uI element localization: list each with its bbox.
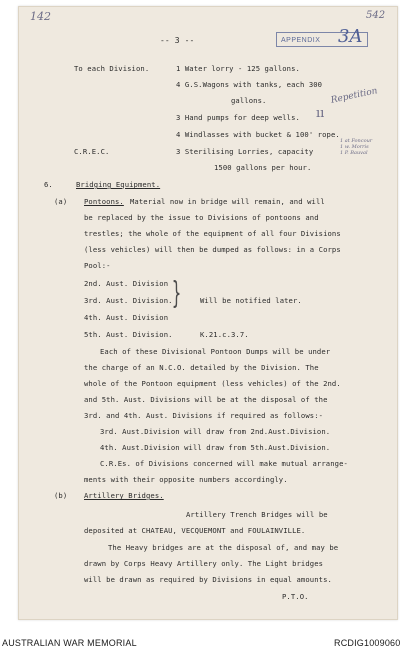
para-a-line: Pool:-	[84, 261, 111, 270]
handwritten-margin-note: 1 at Foncour 1 w. Morris 1 P. Bauval	[340, 138, 373, 156]
section-number: 6.	[44, 180, 53, 189]
handwritten-page-number-left: 142	[30, 10, 51, 23]
para-b-line: C.R.Es. of Divisions concerned will make mutual arrange-	[100, 459, 348, 468]
division-bracket: }	[172, 276, 182, 311]
para-c-line: deposited at CHATEAU, VECQUEMONT and FOULAINVILLE.	[84, 526, 306, 535]
supply-line-6: 3 Sterilising Lorries, capacity	[176, 147, 314, 156]
para-b-line: the charge of an N.C.O. detailed by the Division. The	[84, 363, 319, 372]
division-line: 4th. Aust. Division	[84, 313, 169, 322]
sub-a-text: Material now in bridge will remain, and will	[130, 197, 325, 206]
para-b-line: Each of these Divisional Pontoon Dumps will be under	[100, 347, 331, 356]
appendix-stamp-number: 3A	[338, 26, 363, 47]
pto-marker: P.T.O.	[282, 592, 309, 601]
handwritten-page-number-right: 542	[366, 10, 386, 21]
supply-line-6-label: C.R.E.C.	[74, 147, 110, 156]
para-c-line: The Heavy bridges are at the disposal of, and may be	[108, 543, 339, 552]
para-b-line: ments with their opposite numbers accordingly.	[84, 475, 288, 484]
para-a-line: trestles; the whole of the equipment of all four Divisions	[84, 229, 341, 238]
para-a-line: be replaced by the issue to Divisions of pontoons and	[84, 213, 319, 222]
para-a-line: (less vehicles) will then be dumped as follows: in a Corps	[84, 245, 341, 254]
division-note: Will be notified later.	[200, 296, 302, 305]
division-line: 3rd. Aust. Division.	[84, 296, 173, 305]
handwritten-side-note: Repetition	[330, 86, 379, 106]
supply-line-4: 3 Hand pumps for deep wells.	[176, 113, 300, 122]
supply-line-1: 1 Water lorry - 125 gallons.	[176, 64, 300, 73]
division-line: 2nd. Aust. Division	[84, 279, 169, 288]
sub-b-label: (b)	[54, 491, 68, 500]
para-c-line: Artillery Trench Bridges will be	[186, 510, 328, 519]
para-b-line: 3rd. and 4th. Aust. Divisions if required as follows:-	[84, 411, 324, 420]
footer-id: RCDIG1009060	[334, 638, 401, 648]
page-marker: -- 3 --	[160, 36, 195, 45]
sub-a-title: Pontoons.	[84, 197, 124, 206]
section-title: Bridging Equipment.	[76, 180, 161, 189]
footer-source: AUSTRALIAN WAR MEMORIAL	[2, 638, 137, 648]
sub-a-label: (a)	[54, 197, 68, 206]
para-c-line: will be drawn as required by Divisions in equal amounts.	[84, 575, 332, 584]
para-b-line: whole of the Pontoon equipment (less vehicles) of the 2nd.	[84, 379, 341, 388]
supply-line-1-label: To each Division.	[74, 64, 150, 73]
para-b-line: and 5th. Aust. Divisions will be at the disposal of the	[84, 395, 328, 404]
handwritten-bracket: ıı	[316, 106, 325, 121]
supply-line-2: 4 G.S.Wagons with tanks, each 300	[176, 80, 323, 89]
supply-line-5: 4 Windlasses with bucket & 100' rope.	[176, 130, 340, 139]
para-b-line: 3rd. Aust.Division will draw from 2nd.Aust.Division.	[100, 427, 331, 436]
appendix-stamp-label: APPENDIX	[281, 37, 321, 44]
para-c-line: drawn by Corps Heavy Artillery only. The Light bridges	[84, 559, 324, 568]
supply-line-7: 1500 gallons per hour.	[214, 163, 312, 172]
supply-line-3: gallons.	[231, 96, 267, 105]
division-line: 5th. Aust. Division.	[84, 330, 173, 339]
sub-b-title: Artillery Bridges.	[84, 491, 164, 500]
division-location: K.21.c.3.7.	[200, 330, 249, 339]
para-b-line: 4th. Aust.Division will draw from 5th.Aust.Division.	[100, 443, 331, 452]
